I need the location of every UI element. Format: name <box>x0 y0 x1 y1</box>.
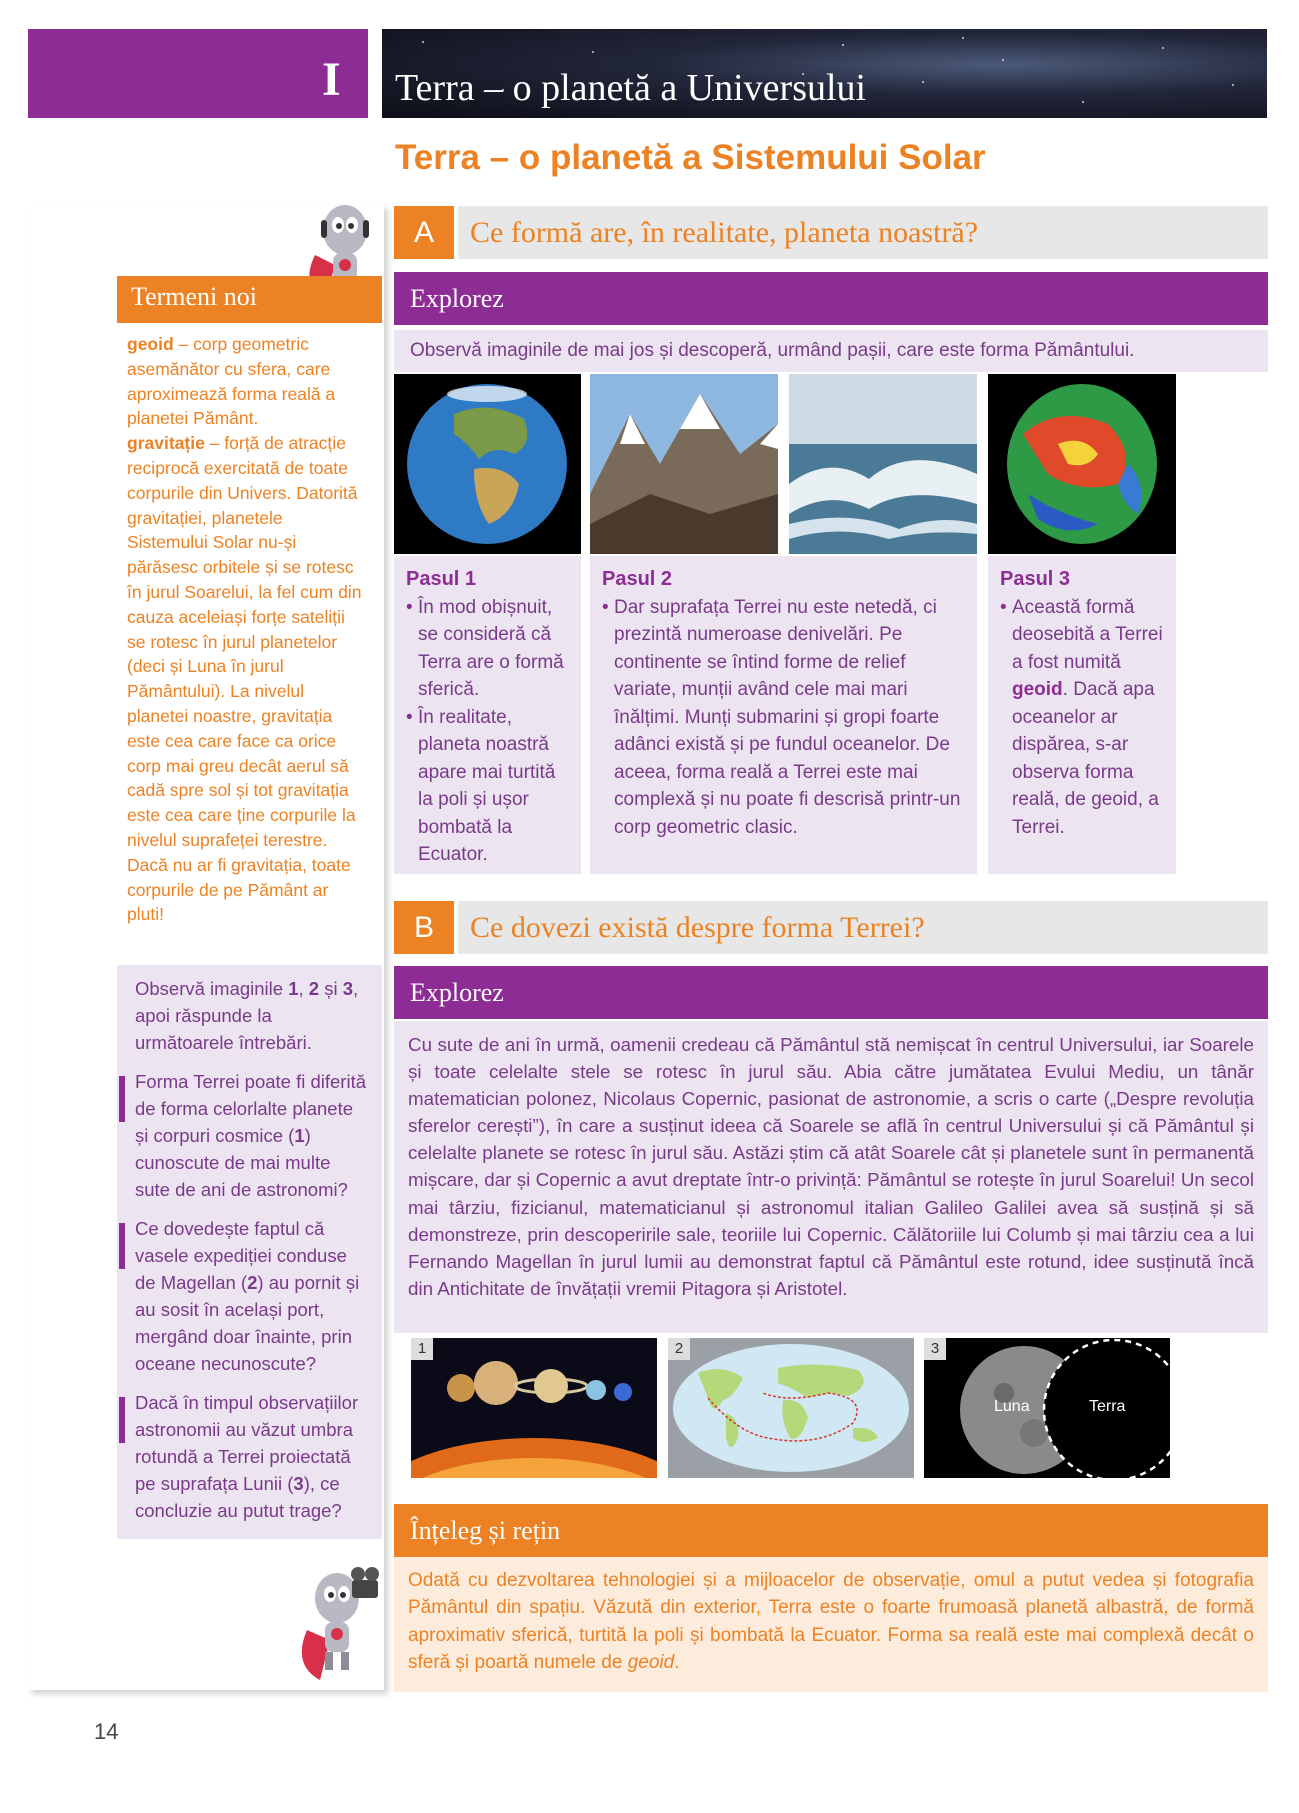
geoid-image <box>988 374 1176 554</box>
label-terra: Terra <box>1089 1398 1126 1415</box>
section-b-title: Ce dovezi există despre forma Terrei? <box>458 901 1268 954</box>
chapter-bar <box>28 29 368 118</box>
step-2 <box>590 556 977 874</box>
terms-heading: Termeni noi <box>117 276 382 323</box>
term-geoid: geoid <box>127 334 174 354</box>
ocean-waves-image <box>789 374 977 554</box>
question-1: Forma Terrei poate fi diferită de forma celorlalte planete și corpuri cosmice (1) cunoscute de mai multe sute de ani de astronomi? <box>135 1068 370 1203</box>
question-3: Dacă în timpul observațiilor astronomii au văzut umbra rotundă a Terrei proiectată pe suprafața Lunii (3), ce concluzie au putut trage? <box>135 1389 370 1524</box>
explore-b-paragraph: Cu sute de ani în urmă, oamenii credeau că Pământul stă nemișcat în centrul Universului, iar Soarele și toate celelalte stele se rotesc în jurul său. Abia către jumătatea Evului Mediu, un tânăr matematician polonez, Nicolaus Copernic, pasionat de astronomie, a scris o carte („Despre revoluția sferelor cerești”), în care a susținut ideea că Soarele se află în centrul Universului și că Pământul și celelalte planete se rotesc în jurul său. Astăzi știm că atât Soarele cât și planetele sunt în permanentă mișcare, dar și Copernic a avut dreptate într-o privință: Pământul se rotește în jurul Soarelui! Un secol mai târziu, fizicianul, matematicianul și astronomul italian Galileo Galilei avea să susțină și să demonstreze, prin descoperirile sale, teoriile lui Copernic. Călătoriile lui Columb și mai târziu cea a lui Fernando Magellan în jurul lumii au demonstrat faptul că Pământul este rotund, idee susținută încă din Antichitate de învățații vremii Pitagora și Aristotel. <box>394 1021 1268 1333</box>
step-3-bullet-1: • Această formă deosebită a Terrei a fost numită geoid. Dacă apa oceanelor ar dispărea, s-ar observa forma reală, de geoid, a Terrei. <box>1000 594 1164 842</box>
page-number: 14 <box>94 1719 119 1744</box>
step-3-title: Pasul 3 <box>1000 568 1071 590</box>
mascot-camera-icon <box>292 1560 392 1685</box>
label-luna: Luna <box>994 1398 1030 1415</box>
step-1-bullet-2: • În realitate, planeta noastră apare mai turtită la poli și ușor bombată la Ecuator. <box>406 704 569 869</box>
section-a-title: Ce formă are, în realitate, planeta noastră? <box>458 206 1268 259</box>
lesson-title: Terra – o planetă a Sistemului Solar <box>395 138 986 177</box>
figure-1-number: 1 <box>411 1338 433 1360</box>
earth-globe-image <box>394 374 581 554</box>
explore-a-instruction: Observă imaginile de mai jos și descoperă, urmând pașii, care este forma Pământului. <box>394 330 1268 372</box>
figure-3-number: 3 <box>924 1338 946 1360</box>
figure-2-number: 2 <box>668 1338 690 1360</box>
term-gravity: gravitație <box>127 433 205 454</box>
section-a-letter: A <box>394 206 454 259</box>
understand-heading: Înțeleg și rețin <box>394 1504 1268 1557</box>
term-gravity-definition: – forță de atracție reciprocă exercitată de toate corpurile din Univers. Datorită gravitației, planetele Sistemului Solar nu-și părăsesc orbitele și se rotesc în jurul Soarelui, la fel cum din cauza aceleiași forțe sateliții se rotesc în jurul planetelor (deci și Luna în jurul Pământului). La nivelul planetei noastre, gravitația este cea care face ca orice corp mai greu decât aerul să cadă spre sol și tot gravitația este cea care ține corpurile la nivelul suprafeței terestre. Dacă nu ar fi gravitația, toate corpurile de pe Pământ ar pluti! <box>127 433 362 925</box>
explore-b-heading: Explorez <box>394 966 1268 1019</box>
figure-3-lunar-eclipse <box>924 1338 1170 1478</box>
step-2-bullet-1: • Dar suprafața Terrei nu este netedă, ci prezintă numeroase denivelări. Pe continente se întind forme de relief variate, munții având cele mai mari înălțimi. Munți submarini și gropi foarte adânci există și pe fundul oceanelor. De aceea, forma reală a Terrei este mai complexă și nu poate fi descrisă printr-un corp geometric clasic. <box>602 594 965 842</box>
mountains-image <box>590 374 778 554</box>
chapter-number: I <box>322 53 341 106</box>
terms-body <box>127 332 367 927</box>
step-3 <box>988 556 1176 874</box>
step-1-bullet-1: • În mod obișnuit, se consideră că Terra are o formă sferică. <box>406 594 569 704</box>
figure-2-world-map <box>668 1338 914 1478</box>
understand-body: Odată cu dezvoltarea tehnologiei și a mijloacelor de observație, omul a putut vedea și fotografia Pământul din spațiu. Văzută din exterior, Terra este o foarte frumoasă planetă albastră, de formă aproximativ sferică, turtită la poli și bombată la Ecuator. Forma sa reală este mai complexă decât o sferă și poartă numele de geoid. <box>394 1557 1268 1692</box>
questions-box <box>117 965 382 1539</box>
step-1-title: Pasul 1 <box>406 568 477 590</box>
step-1 <box>394 556 581 874</box>
section-b-letter: B <box>394 901 454 954</box>
step-2-title: Pasul 2 <box>602 568 673 590</box>
question-2: Ce dovedește faptul că vasele expediției conduse de Magellan (2) au pornit și au sosit în același port, mergând doar înainte, prin oceane necunoscute? <box>135 1215 370 1377</box>
chapter-title: Terra – o planetă a Universului <box>395 67 867 109</box>
questions-intro: Observă imaginile 1, 2 și 3, apoi răspunde la următoarele întrebări. <box>135 978 359 1053</box>
explore-a-heading: Explorez <box>394 272 1268 325</box>
figure-1-solar-system <box>411 1338 657 1478</box>
term-geoid-definition: – corp geometric asemănător cu sfera, care aproximează forma reală a planetei Pământ. <box>127 334 336 429</box>
